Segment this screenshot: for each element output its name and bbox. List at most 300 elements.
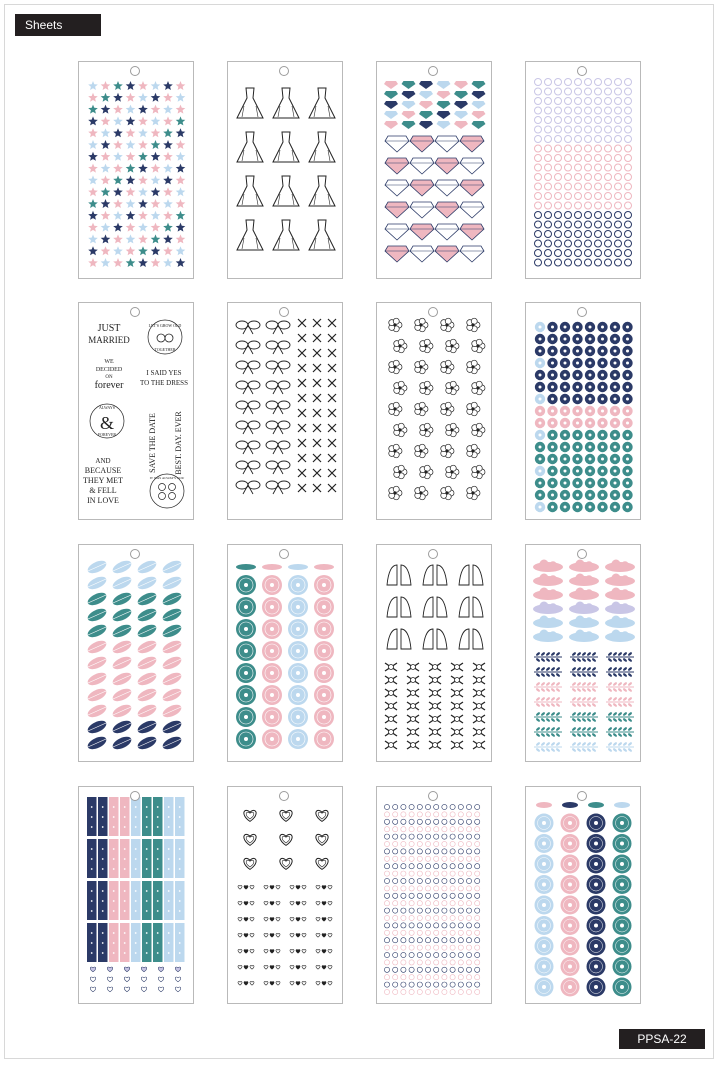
check-circle-sticker — [475, 952, 480, 957]
dress-sticker — [309, 88, 335, 118]
heart-dot-sticker — [625, 88, 632, 95]
heart-dot-sticker — [605, 250, 612, 257]
star-sticker — [138, 93, 148, 102]
check-circle-sticker — [434, 834, 439, 839]
check-circle-sticker — [458, 841, 463, 846]
heart-dot-sticker — [615, 202, 622, 209]
gem-sticker — [437, 111, 451, 119]
check-circle-sticker — [417, 975, 422, 980]
check-circle-sticker — [425, 893, 430, 898]
check-circle-sticker — [434, 960, 439, 965]
small-bow-sticker — [328, 409, 336, 417]
check-circle-sticker — [409, 834, 414, 839]
heart-dot-sticker — [545, 174, 552, 181]
bell-sticker — [423, 565, 433, 585]
star-sticker — [138, 164, 148, 173]
check-circle-sticker — [384, 989, 389, 994]
heart-dot-sticker — [585, 183, 592, 190]
heart-dot-sticker — [555, 250, 562, 257]
sheet-artwork — [228, 62, 343, 279]
star-sticker — [101, 246, 111, 255]
heart-dot-sticker — [545, 155, 552, 162]
star-sticker — [126, 140, 136, 149]
mini-heart-sticker — [316, 886, 320, 890]
star-sticker — [138, 105, 148, 114]
check-circle-sticker — [450, 952, 455, 957]
heart-dot-sticker — [565, 155, 572, 162]
check-circle-sticker — [393, 915, 398, 920]
heart-dot-sticker — [535, 174, 542, 181]
heart-dot-sticker — [595, 212, 602, 219]
check-circle-sticker — [409, 841, 414, 846]
check-circle-sticker — [442, 864, 447, 869]
check-circle-sticker — [425, 849, 430, 854]
diamond-sticker — [460, 224, 484, 240]
heart-dot-sticker — [615, 117, 622, 124]
check-circle-sticker — [401, 938, 406, 943]
check-circle-sticker — [475, 960, 480, 965]
star-sticker — [163, 116, 173, 125]
diamond-sticker — [410, 246, 434, 262]
heart-dot-sticker — [625, 117, 632, 124]
check-circle-sticker — [384, 975, 389, 980]
sheet-artwork — [228, 303, 343, 520]
heart-dot-sticker — [575, 145, 582, 152]
star-sticker — [176, 140, 186, 149]
check-circle-sticker — [384, 827, 389, 832]
star-sticker — [138, 223, 148, 232]
check-circle-sticker — [393, 834, 398, 839]
heart-dot-sticker — [565, 174, 572, 181]
check-circle-sticker — [434, 989, 439, 994]
sheet-artwork — [526, 62, 641, 279]
star-sticker — [88, 105, 98, 114]
heart-dot-sticker — [565, 136, 572, 143]
check-circle-sticker — [450, 945, 455, 950]
check-circle-sticker — [434, 975, 439, 980]
gem-sticker — [419, 111, 433, 119]
star-sticker — [88, 93, 98, 102]
heart-dot-sticker — [545, 117, 552, 124]
star-sticker — [113, 223, 123, 232]
check-circle-sticker — [450, 960, 455, 965]
heart-dot-sticker — [565, 250, 572, 257]
heart-dot-sticker — [575, 212, 582, 219]
check-circle-sticker — [425, 960, 430, 965]
heart-dot-sticker — [615, 183, 622, 190]
check-circle-sticker — [434, 878, 439, 883]
check-circle-sticker — [466, 864, 471, 869]
banner-sticker — [288, 564, 308, 570]
check-circle-sticker — [442, 967, 447, 972]
heart-dot-sticker — [545, 183, 552, 190]
cloud-sticker — [562, 802, 578, 808]
sticker-word: ON — [105, 375, 113, 380]
heart-sticker — [158, 987, 163, 992]
gem-sticker — [419, 101, 433, 109]
bell-sticker — [459, 629, 469, 649]
star-sticker — [101, 175, 111, 184]
heart-sticker — [124, 967, 129, 972]
star-sticker — [126, 234, 136, 243]
check-circle-sticker — [409, 938, 414, 943]
check-circle-sticker — [434, 849, 439, 854]
star-sticker — [126, 93, 136, 102]
check-circle-sticker — [401, 908, 406, 913]
heart-dot-sticker — [545, 145, 552, 152]
diamond-sticker — [385, 180, 409, 196]
sticker-sheet-round-badges-2 — [525, 786, 641, 1004]
gem-sticker — [472, 101, 486, 109]
heart-dot-sticker — [575, 231, 582, 238]
sticker-sheet-round-badges — [227, 544, 343, 762]
star-sticker — [151, 223, 161, 232]
check-circle-sticker — [425, 952, 430, 957]
heart-sticker — [107, 977, 112, 982]
check-circle-sticker — [442, 989, 447, 994]
check-circle-sticker — [442, 960, 447, 965]
check-circle-sticker — [384, 871, 389, 876]
cloud-sticker — [536, 802, 552, 808]
check-circle-sticker — [425, 945, 430, 950]
check-circle-sticker — [384, 938, 389, 943]
heart-dot-sticker — [625, 136, 632, 143]
check-circle-sticker — [475, 982, 480, 987]
cloud-sticker — [588, 802, 604, 808]
hang-hole — [130, 307, 140, 317]
check-circle-sticker — [466, 923, 471, 928]
heart-dot-sticker — [585, 145, 592, 152]
heart-dot-sticker — [615, 240, 622, 247]
check-circle-sticker — [384, 952, 389, 957]
check-circle-sticker — [475, 864, 480, 869]
check-circle-sticker — [384, 849, 389, 854]
heart-dot-sticker — [605, 174, 612, 181]
hang-hole — [428, 791, 438, 801]
check-circle-sticker — [417, 841, 422, 846]
check-circle-sticker — [409, 893, 414, 898]
sticker-word: ALWAYS — [98, 405, 116, 410]
hang-hole — [279, 549, 289, 559]
check-circle-sticker — [384, 915, 389, 920]
check-circle-sticker — [450, 938, 455, 943]
heart-dot-sticker — [605, 231, 612, 238]
heart-dot-sticker — [595, 259, 602, 266]
check-circle-sticker — [409, 827, 414, 832]
check-circle-sticker — [401, 864, 406, 869]
small-bow-sticker — [328, 484, 336, 492]
check-circle-sticker — [442, 871, 447, 876]
star-sticker — [113, 187, 123, 196]
heart-sticker — [107, 967, 112, 972]
check-circle-sticker — [409, 908, 414, 913]
heart-dot-sticker — [595, 145, 602, 152]
heart-dot-sticker — [535, 231, 542, 238]
heart-dot-sticker — [605, 240, 612, 247]
check-circle-sticker — [442, 849, 447, 854]
star-sticker — [176, 187, 186, 196]
heart-dot-sticker — [625, 250, 632, 257]
dress-sticker — [309, 220, 335, 250]
star-sticker — [101, 81, 111, 90]
small-bow-sticker — [298, 319, 306, 327]
check-circle-sticker — [425, 901, 430, 906]
star-sticker — [88, 175, 98, 184]
star-sticker — [126, 116, 136, 125]
diamond-sticker — [385, 246, 409, 262]
check-circle-sticker — [425, 804, 430, 809]
mini-heart-sticker — [264, 950, 268, 954]
heart-dot-sticker — [595, 164, 602, 171]
heart-sticker — [107, 987, 112, 992]
flower-icon — [159, 484, 166, 491]
check-circle-sticker — [475, 975, 480, 980]
gem-sticker — [472, 121, 486, 129]
heart-dot-sticker — [585, 136, 592, 143]
check-circle-sticker — [450, 871, 455, 876]
check-circle-sticker — [450, 878, 455, 883]
star-sticker — [151, 105, 161, 114]
star-sticker — [101, 140, 111, 149]
check-circle-sticker — [466, 989, 471, 994]
heart-dot-sticker — [625, 145, 632, 152]
check-circle-sticker — [409, 989, 414, 994]
heart-dot-sticker — [575, 79, 582, 86]
check-circle-sticker — [434, 923, 439, 928]
check-circle-sticker — [450, 827, 455, 832]
star-sticker — [113, 258, 123, 267]
mini-heart-sticker — [238, 966, 242, 970]
check-circle-sticker — [466, 893, 471, 898]
heart-dot-sticker — [615, 107, 622, 114]
heart-dot-sticker — [595, 88, 602, 95]
sticker-word: TOGETHER — [154, 347, 176, 352]
heart-dot-sticker — [555, 98, 562, 105]
star-sticker — [138, 258, 148, 267]
check-circle-sticker — [393, 989, 398, 994]
diamond-sticker — [385, 158, 409, 174]
check-circle-sticker — [434, 827, 439, 832]
gem-sticker — [384, 111, 398, 119]
sticker-word: MARRIED — [88, 335, 130, 345]
check-circle-sticker — [425, 864, 430, 869]
check-circle-sticker — [475, 893, 480, 898]
dress-sticker — [309, 132, 335, 162]
check-circle-sticker — [401, 893, 406, 898]
gem-sticker — [384, 101, 398, 109]
star-sticker — [138, 128, 148, 137]
check-circle-sticker — [458, 923, 463, 928]
sheet-artwork — [79, 62, 194, 279]
check-circle-sticker — [384, 893, 389, 898]
heart-dot-sticker — [585, 221, 592, 228]
check-circle-sticker — [384, 982, 389, 987]
check-circle-sticker — [417, 945, 422, 950]
star-sticker — [126, 164, 136, 173]
check-circle-sticker — [450, 989, 455, 994]
heart-dot-sticker — [535, 126, 542, 133]
star-sticker — [88, 140, 98, 149]
heart-dot-sticker — [615, 79, 622, 86]
check-circle-sticker — [458, 967, 463, 972]
check-circle-sticker — [475, 878, 480, 883]
check-circle-sticker — [409, 945, 414, 950]
check-circle-sticker — [466, 930, 471, 935]
star-sticker — [126, 81, 136, 90]
check-circle-sticker — [466, 908, 471, 913]
heart-sticker — [175, 967, 180, 972]
heart-dot-sticker — [615, 136, 622, 143]
heart-sticker — [244, 858, 256, 869]
small-bow-sticker — [328, 469, 336, 477]
heart-dot-sticker — [615, 231, 622, 238]
heart-dot-sticker — [565, 212, 572, 219]
sticker-word: & — [99, 413, 115, 433]
check-circle-sticker — [434, 856, 439, 861]
small-bow-sticker — [298, 484, 306, 492]
star-sticker — [113, 211, 123, 220]
check-circle-sticker — [393, 982, 398, 987]
check-circle-sticker — [442, 915, 447, 920]
sheet-artwork — [79, 787, 194, 1004]
sheet-artwork — [377, 787, 492, 1004]
sticker-word: FOREVER — [97, 432, 117, 437]
heart-dot-sticker — [535, 145, 542, 152]
heart-sticker — [316, 834, 328, 845]
hang-hole — [577, 66, 587, 76]
diamond-sticker — [435, 136, 459, 152]
gem-sticker — [402, 111, 416, 119]
heart-sticker — [90, 987, 95, 992]
check-circle-sticker — [417, 982, 422, 987]
heart-dot-sticker — [615, 98, 622, 105]
heart-dot-sticker — [555, 79, 562, 86]
star-sticker — [88, 234, 98, 243]
check-circle-sticker — [475, 819, 480, 824]
small-bow-sticker — [313, 349, 321, 357]
check-circle-sticker — [393, 923, 398, 928]
star-sticker — [101, 105, 111, 114]
check-circle-sticker — [384, 886, 389, 891]
heart-dot-sticker — [575, 107, 582, 114]
check-circle-sticker — [466, 886, 471, 891]
check-circle-sticker — [409, 960, 414, 965]
sticker-word: DECIDED — [95, 367, 123, 373]
check-circle-sticker — [401, 812, 406, 817]
check-circle-sticker — [450, 967, 455, 972]
check-circle-sticker — [434, 982, 439, 987]
check-circle-sticker — [417, 967, 422, 972]
star-sticker — [163, 211, 173, 220]
sticker-word: I SAID YES — [146, 369, 182, 377]
heart-sticker — [175, 987, 180, 992]
heart-dot-sticker — [585, 240, 592, 247]
check-circle-sticker — [475, 804, 480, 809]
heart-dot-sticker — [605, 202, 612, 209]
check-circle-sticker — [450, 849, 455, 854]
sheet-artwork — [526, 303, 641, 520]
sheet-artwork — [377, 62, 492, 279]
check-circle-sticker — [475, 871, 480, 876]
heart-sticker — [280, 858, 292, 869]
check-circle-sticker — [434, 952, 439, 957]
small-bow-sticker — [328, 334, 336, 342]
check-circle-sticker — [434, 812, 439, 817]
star-sticker — [176, 199, 186, 208]
check-circle-sticker — [458, 871, 463, 876]
banner-sticker — [236, 564, 256, 570]
check-circle-sticker — [434, 938, 439, 943]
check-circle-sticker — [466, 915, 471, 920]
star-sticker — [151, 199, 161, 208]
gem-sticker — [384, 91, 398, 99]
check-circle-sticker — [434, 901, 439, 906]
check-circle-sticker — [393, 945, 398, 950]
check-circle-sticker — [442, 886, 447, 891]
diamond-sticker — [385, 224, 409, 240]
dress-sticker — [273, 176, 299, 206]
heart-dot-sticker — [605, 126, 612, 133]
check-circle-sticker — [466, 901, 471, 906]
banner-sticker — [262, 564, 282, 570]
check-circle-sticker — [401, 945, 406, 950]
star-sticker — [101, 128, 111, 137]
heart-dot-sticker — [595, 126, 602, 133]
check-circle-sticker — [384, 930, 389, 935]
check-circle-sticker — [409, 871, 414, 876]
heart-dot-sticker — [615, 164, 622, 171]
check-circle-sticker — [425, 930, 430, 935]
heart-dot-sticker — [625, 183, 632, 190]
check-circle-sticker — [417, 893, 422, 898]
heart-dot-sticker — [605, 183, 612, 190]
check-circle-sticker — [425, 975, 430, 980]
ring-icon — [165, 334, 173, 342]
heart-dot-sticker — [575, 136, 582, 143]
check-circle-sticker — [384, 945, 389, 950]
check-circle-sticker — [442, 834, 447, 839]
check-circle-sticker — [450, 908, 455, 913]
check-circle-sticker — [458, 982, 463, 987]
star-sticker — [88, 246, 98, 255]
star-sticker — [176, 93, 186, 102]
heart-dot-sticker — [615, 88, 622, 95]
heart-dot-sticker — [575, 240, 582, 247]
heart-dot-sticker — [595, 98, 602, 105]
dress-sticker — [237, 220, 263, 250]
hang-hole — [428, 66, 438, 76]
small-bow-sticker — [313, 469, 321, 477]
heart-dot-sticker — [625, 98, 632, 105]
check-circle-sticker — [466, 945, 471, 950]
heart-dot-sticker — [605, 107, 612, 114]
heart-dot-sticker — [625, 221, 632, 228]
check-circle-sticker — [450, 856, 455, 861]
heart-dot-sticker — [555, 231, 562, 238]
check-circle-sticker — [401, 819, 406, 824]
dress-sticker — [273, 132, 299, 162]
page-title: Sheets — [15, 14, 101, 36]
check-circle-sticker — [450, 975, 455, 980]
sheet-artwork — [79, 545, 194, 762]
diamond-sticker — [435, 224, 459, 240]
check-circle-sticker — [417, 812, 422, 817]
heart-dot-sticker — [585, 250, 592, 257]
check-circle-sticker — [401, 923, 406, 928]
diamond-sticker — [410, 158, 434, 174]
mini-heart-sticker — [264, 918, 268, 922]
check-circle-sticker — [442, 841, 447, 846]
